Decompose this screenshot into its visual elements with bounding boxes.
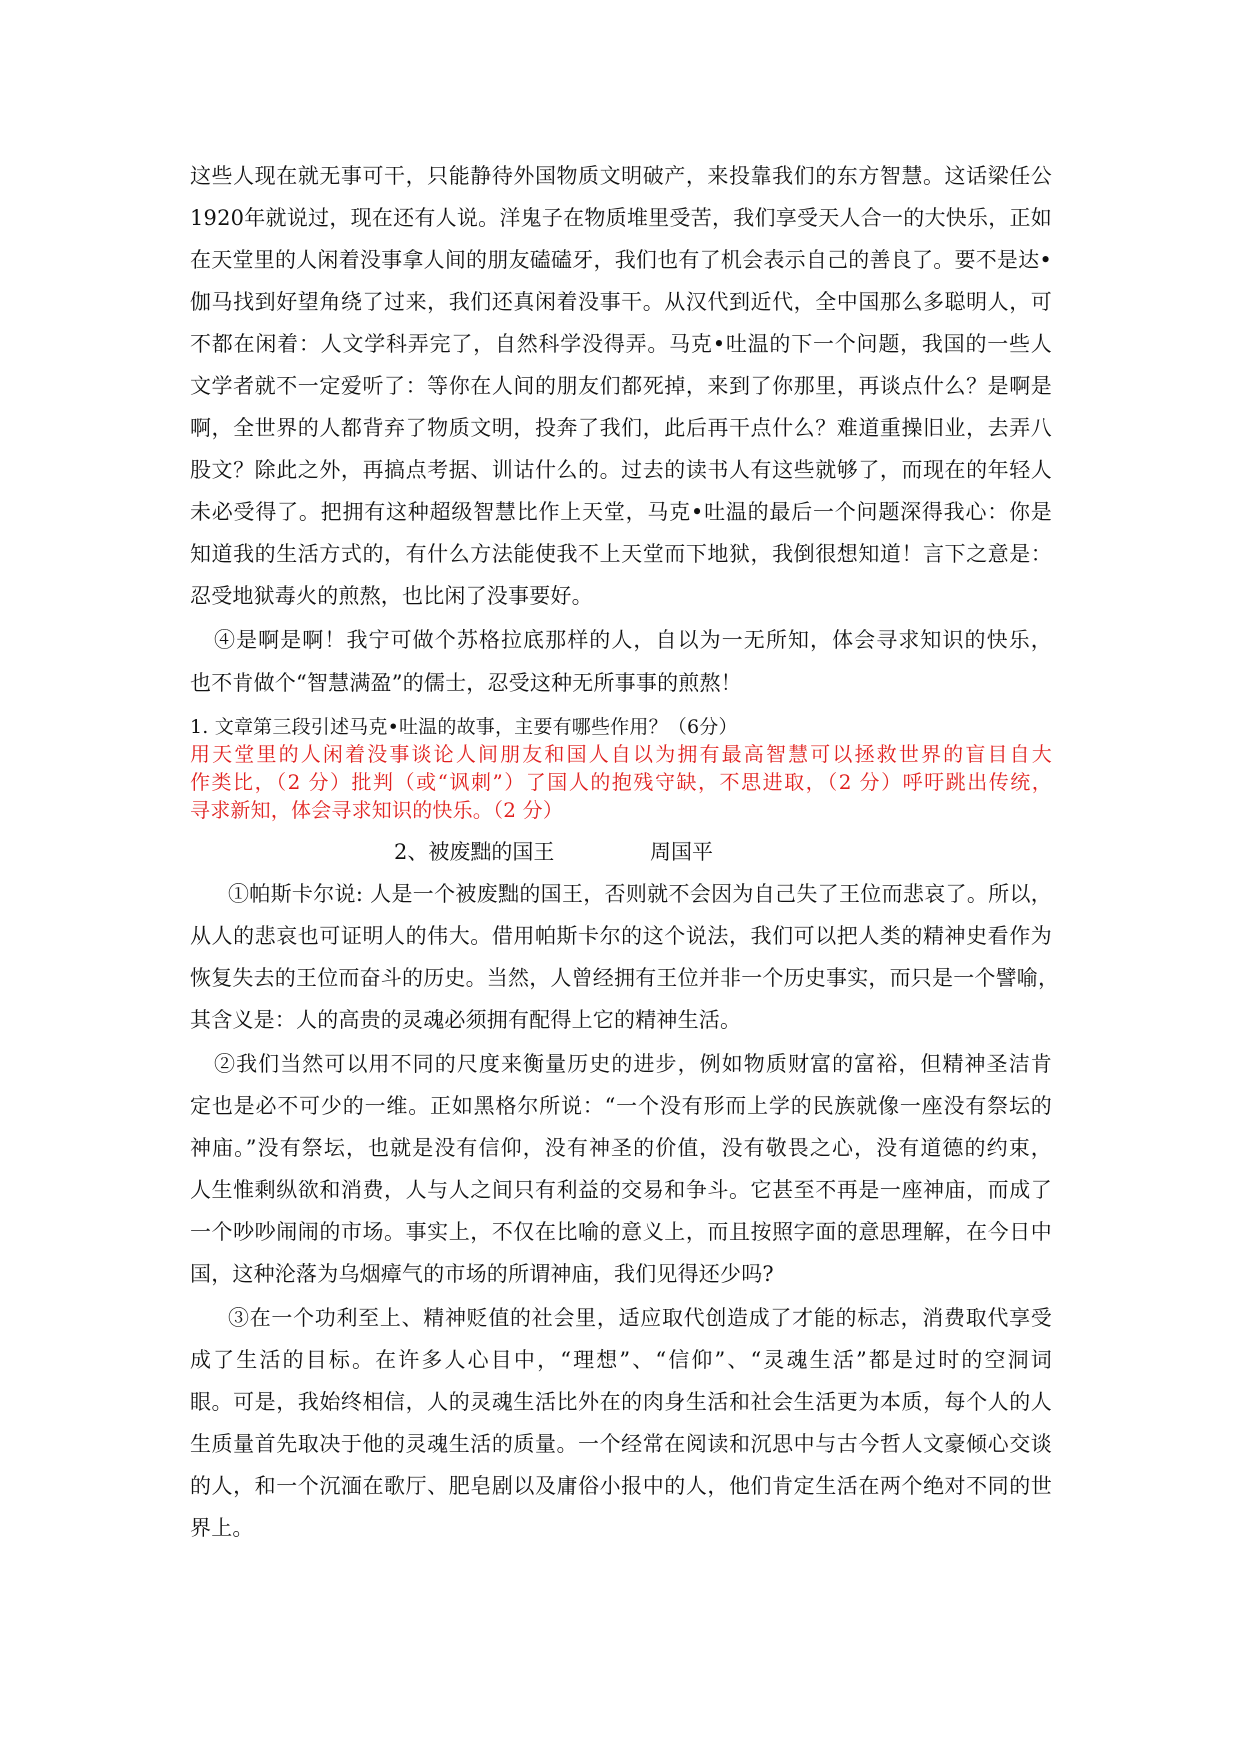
paragraph-line: 恢复失去的王位而奋斗的历史。当然，人曾经拥有王位并非一个历史事实，而只是一个譬喻，	[190, 966, 1060, 990]
paragraph-line: 眼。可是，我始终相信，人的灵魂生活比外在的肉身生活和社会生活更为本质，每个人的人	[190, 1390, 1052, 1414]
paragraph-line: ②我们当然可以用不同的尺度来衡量历史的进步，例如物质财富的富裕，但精神圣洁肯	[214, 1052, 1052, 1076]
paragraph-line: 也不肯做个“智慧满盈”的儒士，忍受这种无所事事的煎熬！	[190, 671, 742, 695]
paragraph-line: 国，这种沦落为乌烟瘴气的市场的所谓神庙，我们见得还少吗?	[190, 1262, 774, 1286]
paragraph-line: 股文？除此之外，再搞点考据、训诂什么的。过去的读书人有这些就够了，而现在的年轻人	[190, 458, 1052, 482]
paragraph-line: 的人，和一个沉湎在歌厅、肥皂剧以及庸俗小报中的人，他们肯定生活在两个绝对不同的世	[190, 1474, 1052, 1498]
paragraph-line: 知道我的生活方式的，有什么方法能使我不上天堂而下地狱，我倒很想知道！言下之意是：	[190, 542, 1052, 566]
question-1: 1. 文章第三段引述马克•吐温的故事，主要有哪些作用？（6分）	[190, 716, 738, 738]
paragraph-line: 未必受得了。把拥有这种超级智慧比作上天堂，马克•吐温的最后一个问题深得我心：你是	[190, 500, 1052, 524]
paragraph-line: 一个吵吵闹闹的市场。事实上，不仅在比喻的意义上，而且按照字面的意思理解，在今日中	[190, 1220, 1052, 1244]
paragraph-line: ④是啊是啊！我宁可做个苏格拉底那样的人，自以为一无所知，体会寻求知识的快乐，	[214, 628, 1052, 652]
answer-line: 用天堂里的人闲着没事谈论人间朋友和国人自以为拥有最高智慧可以拯救世界的盲目自大	[190, 742, 1052, 766]
paragraph-line: 文学者就不一定爱听了：等你在人间的朋友们都死掉，来到了你那里，再谈点什么？是啊是	[190, 374, 1052, 398]
paragraph-line: 其含义是：人的高贵的灵魂必须拥有配得上它的精神生活。	[190, 1008, 742, 1032]
paragraph-line: 不都在闲着：人文学科弄完了，自然科学没得弄。马克•吐温的下一个问题，我国的一些人	[190, 332, 1052, 356]
paragraph-line: 成了生活的目标。在许多人心目中，“理想”、“信仰”、“灵魂生活”都是过时的空洞词	[190, 1348, 1052, 1372]
paragraph-line: ③在一个功利至上、精神贬值的社会里，适应取代创造成了才能的标志，消费取代享受	[228, 1306, 1052, 1330]
answer-line: 作类比，（2 分）批判（或“讽刺”）了国人的抱残守缺，不思进取，（2 分）呼吁跳出传统，	[190, 770, 1052, 794]
article-title: 2、被废黜的国王	[394, 840, 555, 864]
paragraph-line: 啊，全世界的人都背弃了物质文明，投奔了我们，此后再干点什么？难道重操旧业，去弄八	[190, 416, 1052, 440]
paragraph-line: 神庙。”没有祭坛，也就是没有信仰，没有神圣的价值，没有敬畏之心，没有道德的约束，	[190, 1136, 1052, 1160]
paragraph-line: 生质量首先取决于他的灵魂生活的质量。一个经常在阅读和沉思中与古今哲人文豪倾心交谈	[190, 1432, 1052, 1456]
answer-line: 寻求新知，体会寻求知识的快乐。（2 分）	[190, 798, 564, 822]
paragraph-line: 定也是必不可少的一维。正如黑格尔所说：“一个没有形而上学的民族就像一座没有祭坛的	[190, 1094, 1052, 1118]
paragraph-line: 1920年就说过，现在还有人说。洋鬼子在物质堆里受苦，我们享受天人合一的大快乐，正如	[190, 206, 1052, 230]
paragraph-line: 在天堂里的人闲着没事拿人间的朋友磕磕牙，我们也有了机会表示自己的善良了。要不是达•	[190, 248, 1052, 272]
paragraph-line: 忍受地狱毒火的煎熬，也比闲了没事要好。	[190, 584, 593, 608]
paragraph-line: 界上。	[190, 1516, 254, 1540]
paragraph-line: 伽马找到好望角绕了过来，我们还真闲着没事干。从汉代到近代，全中国那么多聪明人，可	[190, 290, 1052, 314]
paragraph-line: 从人的悲哀也可证明人的伟大。借用帕斯卡尔的这个说法，我们可以把人类的精神史看作为	[190, 924, 1052, 948]
paragraph-line: ①帕斯卡尔说: 人是一个被废黜的国王，否则就不会因为自己失了王位而悲哀了。所以，	[228, 882, 1052, 906]
paragraph-line: 人生惟剩纵欲和消费，人与人之间只有利益的交易和争斗。它甚至不再是一座神庙，而成了	[190, 1178, 1052, 1202]
article-author: 周国平	[650, 840, 713, 864]
paragraph-line: 这些人现在就无事可干，只能静待外国物质文明破产，来投靠我们的东方智慧。这话梁任公	[190, 164, 1052, 188]
